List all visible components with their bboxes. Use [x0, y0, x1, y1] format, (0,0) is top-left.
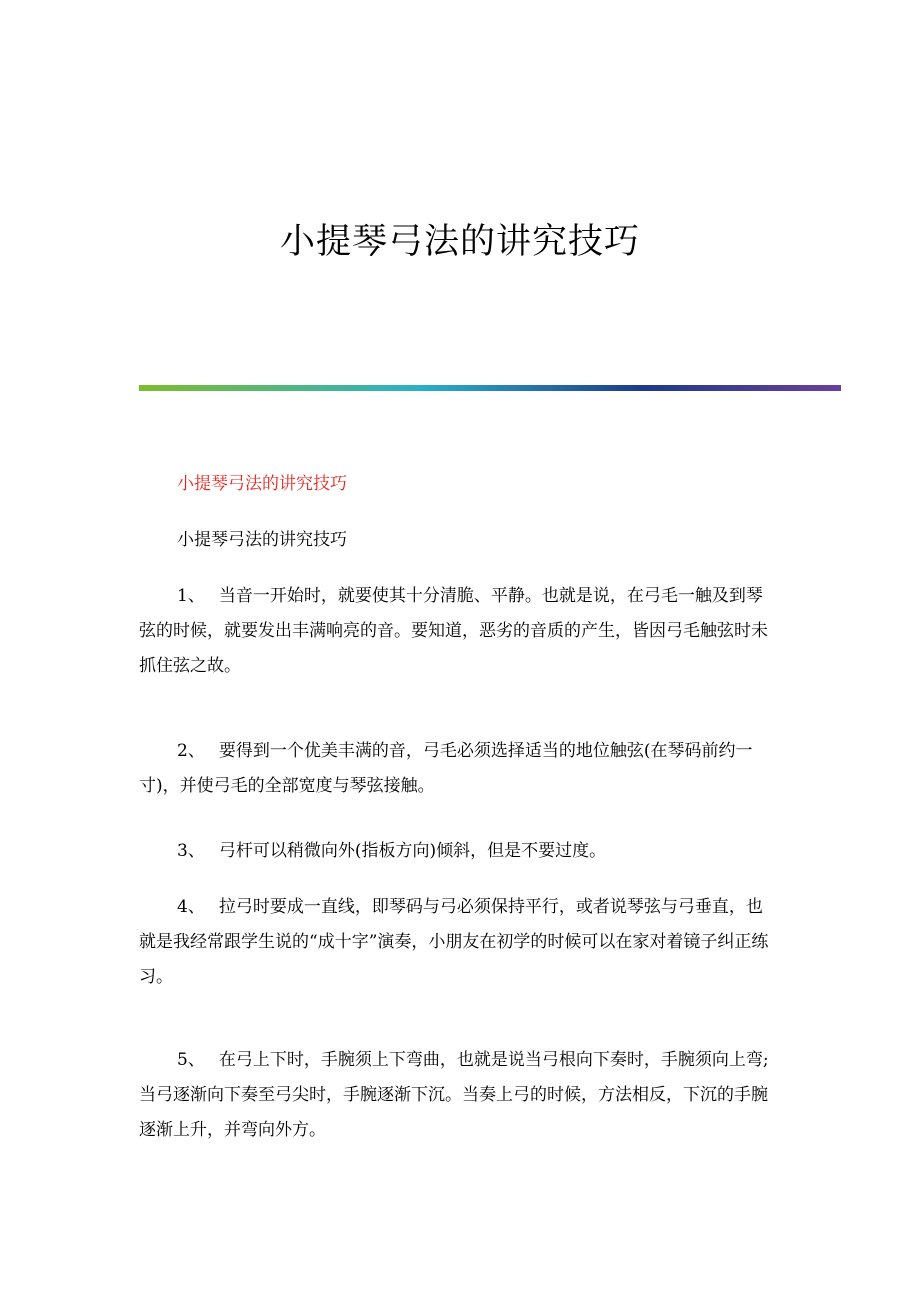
paragraph-number: 1、 — [177, 586, 205, 606]
paragraph-text: 弓杆可以稍微向外(指板方向)倾斜，但是不要过度。 — [218, 841, 607, 861]
paragraph-number: 4、 — [177, 897, 205, 917]
paragraph-number: 5、 — [177, 1050, 205, 1070]
title-divider — [139, 385, 841, 391]
paragraph-text: 要得到一个优美丰满的音，弓毛必须选择适当的地位触弦(在琴码前约一寸)，并使弓毛的全部宽度与琴弦接触。 — [139, 741, 753, 796]
paragraph-text: 在弓上下时，手腕须上下弯曲，也就是说当弓根向下奏时，手腕须向上弯;当弓逐渐向下奏至弓尖时，手腕逐渐下沉。当奏上弓的时候，方法相反，下沉的手腕逐渐上升，并弯向外方。 — [139, 1050, 769, 1140]
paragraph-number: 3、 — [177, 841, 205, 861]
paragraph-3 — [139, 834, 779, 869]
paragraph-text: 当音一开始时，就要使其十分清脆、平静。也就是说，在弓毛一触及到琴弦的时候，就要发出丰满响亮的音。要知道，恶劣的音质的产生，皆因弓毛触弦时未抓住弦之故。 — [139, 586, 768, 676]
paragraph-5 — [139, 1043, 779, 1148]
red-heading: 小提琴弓法的讲究技巧 — [177, 474, 347, 494]
document-title: 小提琴弓法的讲究技巧 — [279, 222, 640, 262]
paragraph-text: 拉弓时要成一直线，即琴码与弓必须保持平行，或者说琴弦与弓垂直，也就是我经常跟学生说的“成十字”演奏，小朋友在初学的时候可以在家对着镜子纠正练习。 — [139, 897, 769, 987]
sub-heading: 小提琴弓法的讲究技巧 — [177, 530, 347, 550]
paragraph-4 — [139, 890, 779, 995]
paragraph-1 — [139, 579, 779, 684]
paragraph-2 — [139, 734, 779, 804]
paragraph-number: 2、 — [177, 741, 205, 761]
